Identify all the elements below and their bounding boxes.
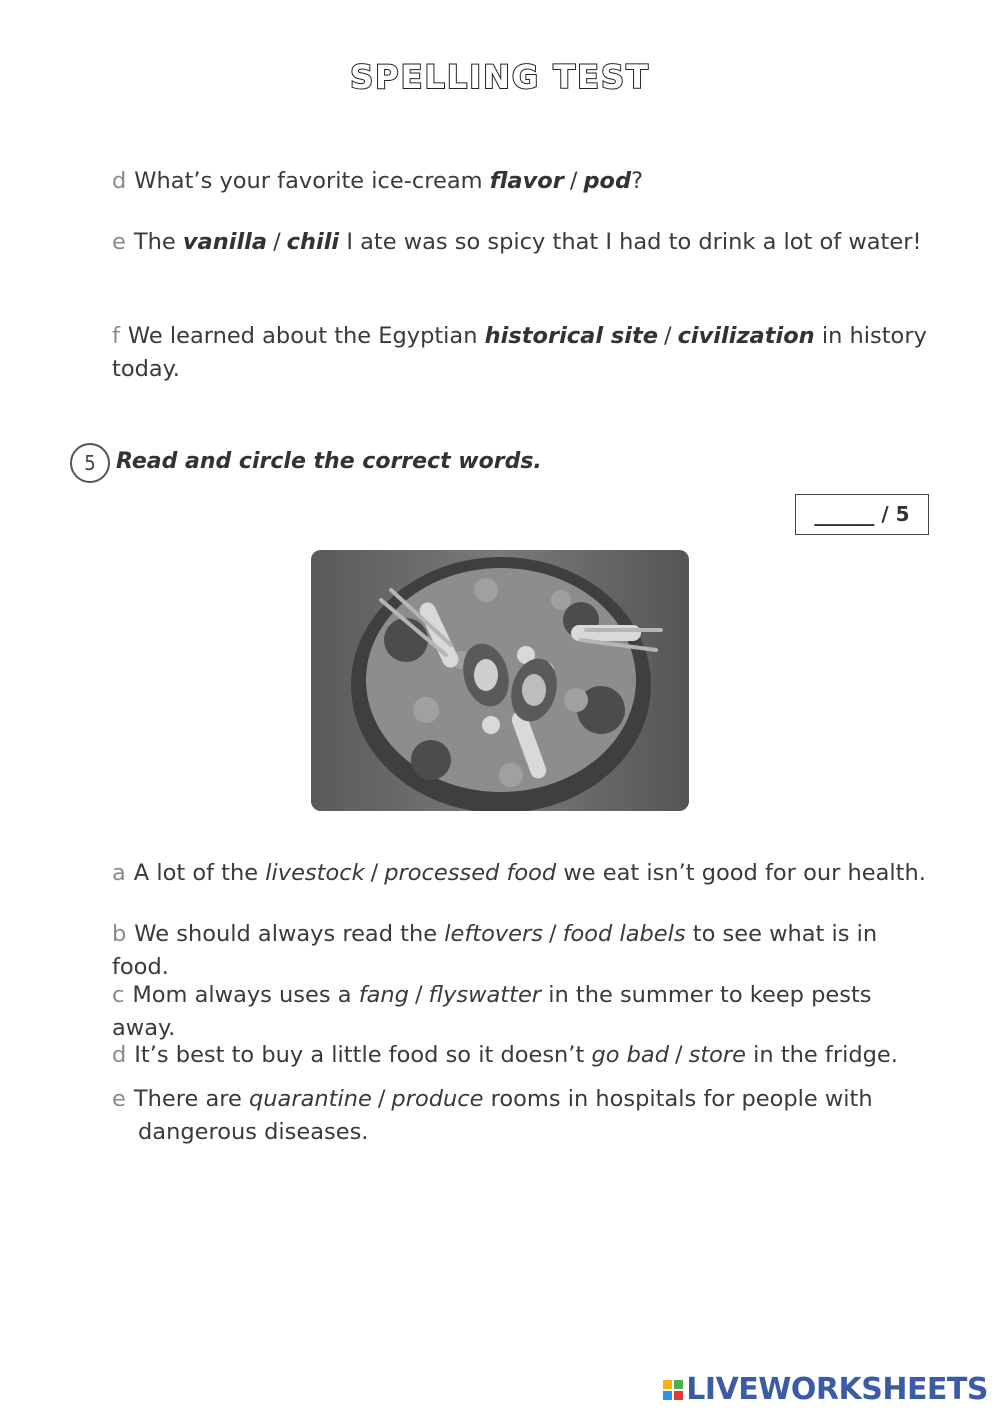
section-instruction: Read and circle the correct words. bbox=[116, 449, 542, 474]
separator: / bbox=[569, 168, 578, 194]
option-1[interactable]: livestock bbox=[265, 860, 365, 886]
question-d bbox=[112, 165, 936, 198]
option-1[interactable]: quarantine bbox=[249, 1086, 372, 1112]
question-e bbox=[112, 226, 936, 259]
question-text-end: I ate was so spicy that I had to drink a lot of water! bbox=[346, 229, 922, 255]
question-text: There are bbox=[133, 1086, 242, 1112]
option-1[interactable]: go bad bbox=[591, 1042, 670, 1068]
option-2[interactable]: produce bbox=[391, 1086, 484, 1112]
option-1[interactable]: leftovers bbox=[444, 921, 543, 947]
option-2[interactable]: food labels bbox=[562, 921, 686, 947]
option-1[interactable]: vanilla bbox=[182, 229, 268, 255]
logo-blocks-icon bbox=[663, 1380, 683, 1400]
vegetables-photo bbox=[311, 550, 689, 811]
exercise-item-b bbox=[112, 918, 936, 984]
section-number: 5 bbox=[70, 443, 110, 483]
option-2[interactable]: civilization bbox=[677, 323, 815, 349]
exercise-item-e bbox=[112, 1083, 898, 1149]
question-text: A lot of the bbox=[133, 860, 259, 886]
question-letter: d bbox=[112, 168, 127, 194]
question-letter: e bbox=[112, 1086, 126, 1112]
logo-text: LIVEWORKSHEETS bbox=[686, 1372, 988, 1407]
exercise-item-c bbox=[112, 979, 936, 1045]
option-2[interactable]: chili bbox=[286, 229, 340, 255]
question-text: It’s best to buy a little food so it doesn’t bbox=[134, 1042, 585, 1068]
question-letter: d bbox=[112, 1042, 127, 1068]
separator: / bbox=[414, 982, 423, 1008]
score-box: ______ / 5 bbox=[795, 494, 929, 535]
option-2[interactable]: flyswatter bbox=[428, 982, 542, 1008]
question-text-end: in history today. bbox=[112, 323, 927, 382]
separator: / bbox=[664, 323, 672, 349]
page-title: SPELLING TEST bbox=[350, 58, 650, 96]
question-text-end: we eat isn’t good for our health. bbox=[563, 860, 926, 886]
option-1[interactable]: flavor bbox=[489, 168, 564, 194]
question-text-end: ? bbox=[631, 168, 644, 194]
question-letter: f bbox=[112, 323, 120, 349]
exercise-item-d bbox=[112, 1039, 936, 1072]
separator: / bbox=[377, 1086, 386, 1112]
question-letter: a bbox=[112, 860, 126, 886]
question-text-end: to see what is in food. bbox=[112, 921, 878, 980]
question-text: We should always read the bbox=[134, 921, 438, 947]
separator: / bbox=[675, 1042, 683, 1068]
separator: / bbox=[548, 921, 557, 947]
option-2[interactable]: store bbox=[688, 1042, 747, 1068]
vegetables-bowl-illustration bbox=[311, 550, 689, 811]
question-f bbox=[112, 320, 936, 386]
question-letter: e bbox=[112, 229, 126, 255]
question-text: We learned about the Egyptian bbox=[127, 323, 478, 349]
separator: / bbox=[273, 229, 281, 255]
exercise-item-a bbox=[112, 857, 936, 890]
question-text: The bbox=[133, 229, 176, 255]
option-1[interactable]: fang bbox=[358, 982, 409, 1008]
option-1[interactable]: historical site bbox=[484, 323, 658, 349]
question-text: Mom always uses a bbox=[132, 982, 352, 1008]
separator: / bbox=[370, 860, 379, 886]
question-letter: c bbox=[112, 982, 125, 1008]
liveworksheets-logo[interactable] bbox=[663, 1372, 988, 1407]
question-text-end: rooms in hospitals for people with dangerous diseases. bbox=[138, 1086, 873, 1145]
question-text-end: in the fridge. bbox=[753, 1042, 898, 1068]
option-2[interactable]: pod bbox=[583, 168, 632, 194]
option-2[interactable]: processed food bbox=[384, 860, 557, 886]
question-text-end: in the summer to keep pests away. bbox=[112, 982, 872, 1041]
question-text: What’s your favorite ice-cream bbox=[134, 168, 483, 194]
question-letter: b bbox=[112, 921, 127, 947]
